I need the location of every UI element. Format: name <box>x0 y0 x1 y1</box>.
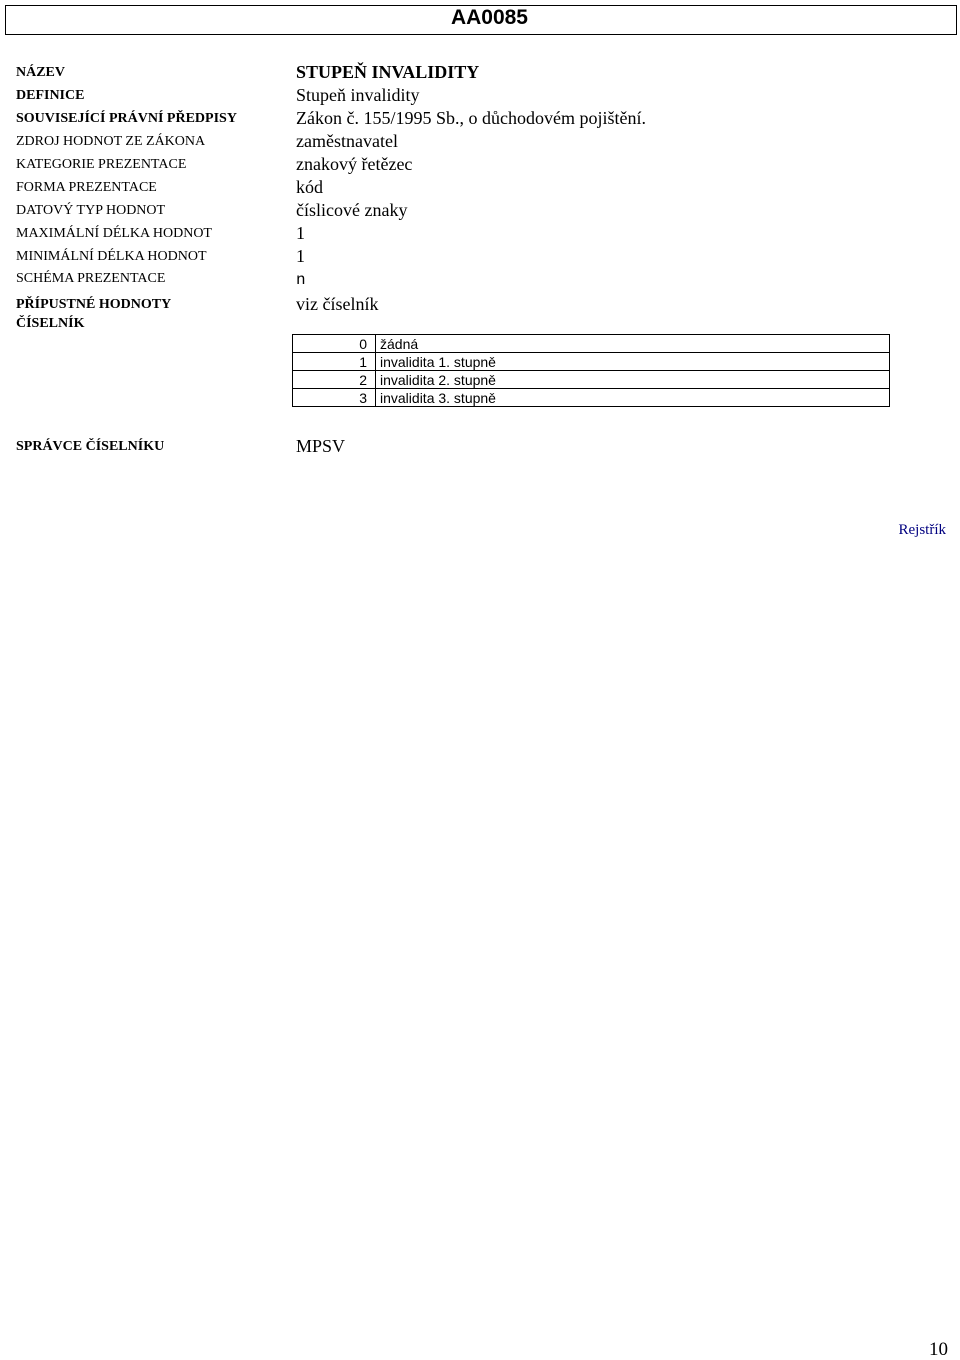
codebook-text: žádná <box>376 335 890 353</box>
value-kategorie-prezentace: znakový řetězec <box>296 154 413 174</box>
codebook-text: invalidita 3. stupně <box>376 389 890 407</box>
codebook-row <box>293 389 890 407</box>
label-nazev: NÁZEV <box>16 65 66 80</box>
value-forma-prezentace: kód <box>296 177 323 197</box>
label-max-delka: MAXIMÁLNÍ DÉLKA HODNOT <box>16 226 212 241</box>
label-schema-prezentace: SCHÉMA PREZENTACE <box>16 271 166 286</box>
codebook-code: 1 <box>293 353 376 371</box>
value-souvisejici-predpisy: Zákon č. 155/1995 Sb., o důchodovém pojištění. <box>296 108 646 128</box>
label-datovy-typ: DATOVÝ TYP HODNOT <box>16 203 166 218</box>
label-definice: DEFINICE <box>16 88 85 103</box>
record-code: AA0085 <box>450 6 528 29</box>
label-ciselnik: ČÍSELNÍK <box>16 316 85 331</box>
codebook-row <box>293 335 890 353</box>
value-zdroj-hodnot: zaměstnavatel <box>296 131 398 151</box>
codebook-text: invalidita 2. stupně <box>376 371 890 389</box>
page-number: 10 <box>929 1339 948 1360</box>
label-forma-prezentace: FORMA PREZENTACE <box>16 180 157 195</box>
index-link[interactable]: Rejstřík <box>898 522 946 538</box>
value-min-delka: 1 <box>296 246 305 266</box>
codebook-text: invalidita 1. stupně <box>376 353 890 371</box>
value-nazev: STUPEŇ INVALIDITY <box>296 62 480 82</box>
codebook-code: 2 <box>293 371 376 389</box>
codebook-row <box>293 371 890 389</box>
value-max-delka: 1 <box>296 223 305 243</box>
label-zdroj-hodnot: ZDROJ HODNOT ZE ZÁKONA <box>16 134 206 149</box>
label-spravce-ciselniku: SPRÁVCE ČÍSELNÍKU <box>16 439 165 454</box>
label-kategorie-prezentace: KATEGORIE PREZENTACE <box>16 157 187 172</box>
codebook-table <box>292 334 890 407</box>
value-definice: Stupeň invalidity <box>296 85 420 105</box>
codebook-code: 3 <box>293 389 376 407</box>
codebook-row <box>293 353 890 371</box>
value-pripustne-hodnoty: viz číselník <box>296 294 379 314</box>
value-spravce-ciselniku: MPSV <box>296 436 346 456</box>
codebook-code: 0 <box>293 335 376 353</box>
value-datovy-typ: číslicové znaky <box>296 200 408 220</box>
label-min-delka: MINIMÁLNÍ DÉLKA HODNOT <box>16 249 207 264</box>
value-schema-prezentace: n <box>296 271 306 289</box>
label-pripustne-hodnoty: PŘÍPUSTNÉ HODNOTY <box>16 297 172 312</box>
label-souvisejici-predpisy: SOUVISEJÍCÍ PRÁVNÍ PŘEDPISY <box>16 111 237 126</box>
